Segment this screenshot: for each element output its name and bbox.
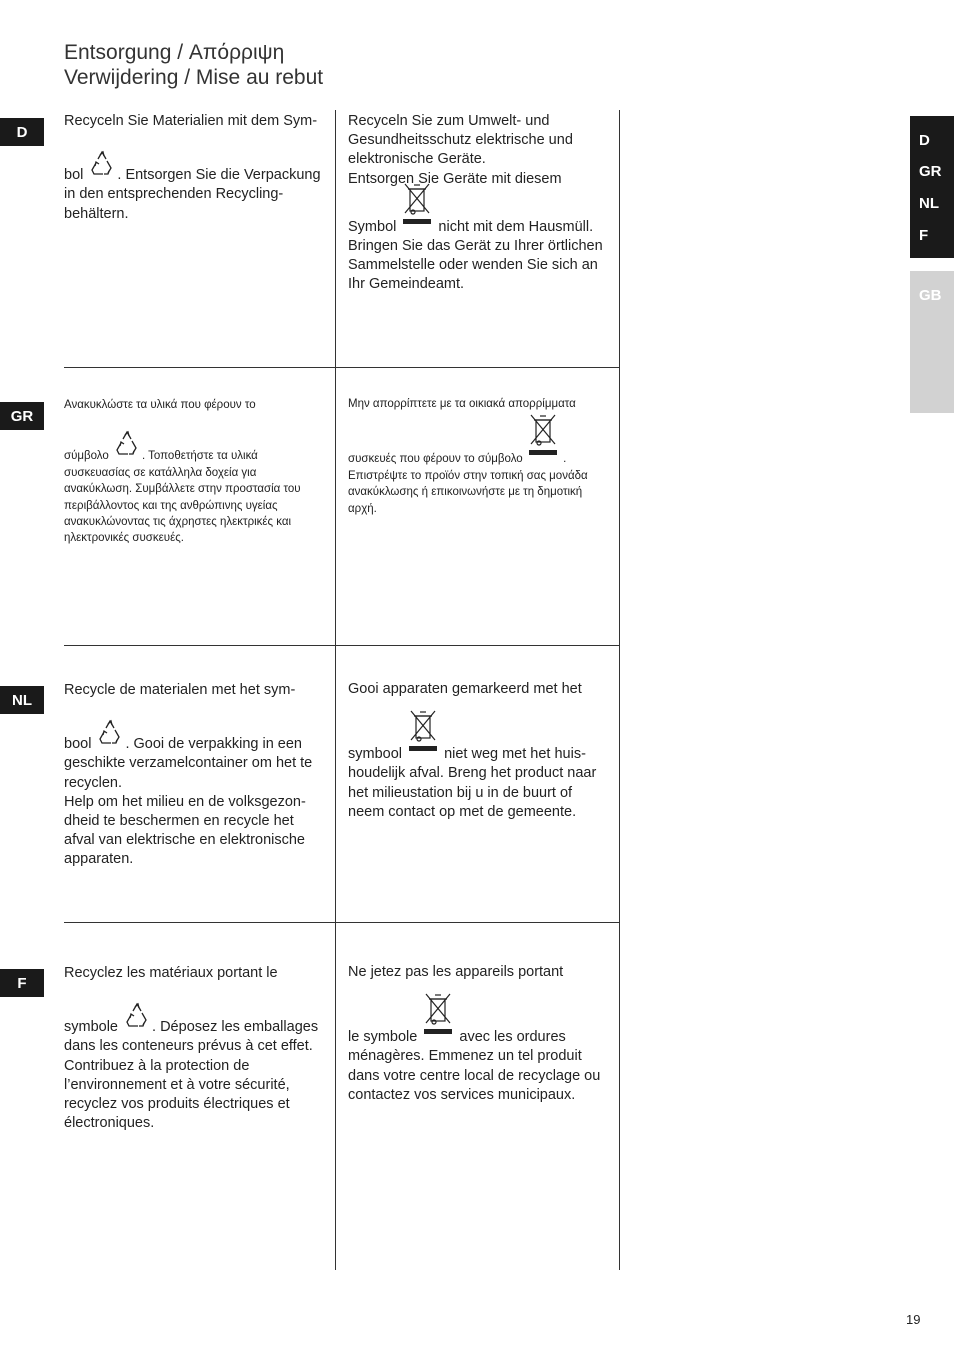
nl-left-after: . Gooi de verpakking in een geschikte verzamelcontainer om het te recyclen. bbox=[64, 736, 313, 791]
d-left-before: bol bbox=[64, 167, 84, 184]
section-nl-right bbox=[348, 680, 610, 822]
d-right-intro: Recyceln Sie zum Umwelt- und Gesundheitsschutz elektrische und elektronische Geräte. bbox=[348, 113, 573, 168]
nl-right-after: niet weg met het huis-houdelijk afval. Breng het product naar het milieustation bij u in de buurt of neem contact op met de gemeente. bbox=[348, 746, 597, 820]
row-divider-1 bbox=[64, 367, 620, 368]
page-title bbox=[64, 40, 323, 90]
side-nav-item-f: F bbox=[919, 227, 929, 244]
f-right-intro: Ne jetez pas les appareils portant bbox=[348, 964, 564, 980]
weee-bin-icon bbox=[526, 438, 560, 462]
column-divider-middle bbox=[335, 110, 336, 1270]
lang-tab-nl: NL bbox=[0, 686, 44, 714]
nl-right-intro: Gooi apparaten gemarkeerd met het bbox=[348, 681, 582, 697]
nl-right-before: symbool bbox=[348, 746, 402, 763]
weee-bin-icon bbox=[400, 207, 434, 231]
side-nav-inactive-group bbox=[910, 271, 954, 413]
nl-left-line1: Recycle de materialen met het sym- bbox=[64, 682, 296, 698]
side-nav-item-d: D bbox=[919, 132, 930, 149]
d-left-line1: Recyceln Sie Materialien mit dem Sym- bbox=[64, 113, 318, 129]
f-left-after: . Déposez les emballages dans les conteneurs prévus à cet effet. Contribuez à la protection de l’environnement et à votre sécurité, recyclez vos produits électriques et électroniques. bbox=[64, 1019, 319, 1132]
side-nav-item-gr: GR bbox=[919, 163, 942, 180]
section-d-left bbox=[64, 112, 326, 224]
recycling-icon bbox=[95, 718, 125, 754]
gr-left-after: . Τοποθετήστε τα υλικά συσκευασίας σε κατάλληλα δοχεία για ανακύκλωση. Συμβάλλετε στην προστασία του περιβάλλοντος και της ανθρώπινης υγείας ανακυκλώνοντας τις άχρηστες ηλεκτρικές και ηλεκτρονικές συσκευές. bbox=[64, 450, 301, 545]
f-right-after: avec les ordures ménagères. Emmenez un tel produit dans votre centre local de recyclage ou contactez vos services municipaux. bbox=[348, 1029, 601, 1103]
section-f-left bbox=[64, 964, 326, 1133]
weee-bin-icon bbox=[406, 734, 440, 758]
section-f-right bbox=[348, 963, 610, 1105]
section-gr-right bbox=[348, 396, 610, 517]
page-number: 19 bbox=[906, 1312, 921, 1327]
d-right-before: Symbol bbox=[348, 218, 397, 235]
column-divider-right bbox=[619, 110, 620, 1270]
gr-right-intro: Μην απορρίπτετε με τα οικιακά απορρίμματα bbox=[348, 398, 576, 410]
recycling-icon bbox=[112, 429, 142, 464]
f-right-before: le symbole bbox=[348, 1029, 418, 1046]
gr-left-before: σύμβολο bbox=[64, 450, 109, 463]
recycling-icon bbox=[87, 149, 117, 185]
gr-left-line1: Ανακυκλώστε τα υλικά που φέρουν το bbox=[64, 399, 256, 411]
side-nav-item-nl: NL bbox=[919, 195, 939, 212]
d-right-intro2: Entsorgen Sie Geräte mit diesem bbox=[348, 170, 562, 187]
nl-left-before: bool bbox=[64, 736, 92, 753]
lang-tab-d: D bbox=[0, 118, 44, 146]
title-line-1: Entsorgung / Απόρριψη bbox=[64, 41, 285, 64]
section-d-right bbox=[348, 112, 610, 295]
recycling-icon bbox=[122, 1001, 152, 1037]
side-nav-active-group bbox=[910, 116, 954, 258]
section-gr-left bbox=[64, 397, 326, 547]
d-right-after: nicht mit dem Hausmüll. Bringen Sie das Gerät zu Ihrer örtlichen Sammelstelle oder wenden Sie sich an Ihr Gemeindeamt. bbox=[348, 218, 603, 293]
lang-tab-gr: GR bbox=[0, 402, 44, 430]
nl-left-line3: Help om het milieu en de volksgezon-dheid te beschermen en recycle het afval van elektrische en elektronische apparaten. bbox=[64, 793, 306, 868]
gr-right-after: . Επιστρέψτε το προϊόν στην τοπική σας μονάδα ανακύκλωσης ή επικοινωνήστε με τη δημοτική αρχή. bbox=[348, 453, 588, 515]
row-divider-3 bbox=[64, 922, 620, 923]
gr-right-before: συσκευές που φέρουν το σύμβολο bbox=[348, 453, 523, 466]
row-divider-2 bbox=[64, 645, 620, 646]
title-line-2: Verwijdering / Mise au rebut bbox=[64, 66, 324, 89]
f-left-line1: Recyclez les matériaux portant le bbox=[64, 965, 278, 981]
side-nav-item-gb: GB bbox=[919, 287, 942, 304]
section-nl-left bbox=[64, 681, 326, 870]
lang-tab-f: F bbox=[0, 969, 44, 997]
d-left-after: . Entsorgen Sie die Verpackung in den entsprechenden Recycling-behältern. bbox=[64, 167, 321, 222]
f-left-before: symbole bbox=[64, 1019, 118, 1036]
weee-bin-icon bbox=[421, 1017, 455, 1041]
